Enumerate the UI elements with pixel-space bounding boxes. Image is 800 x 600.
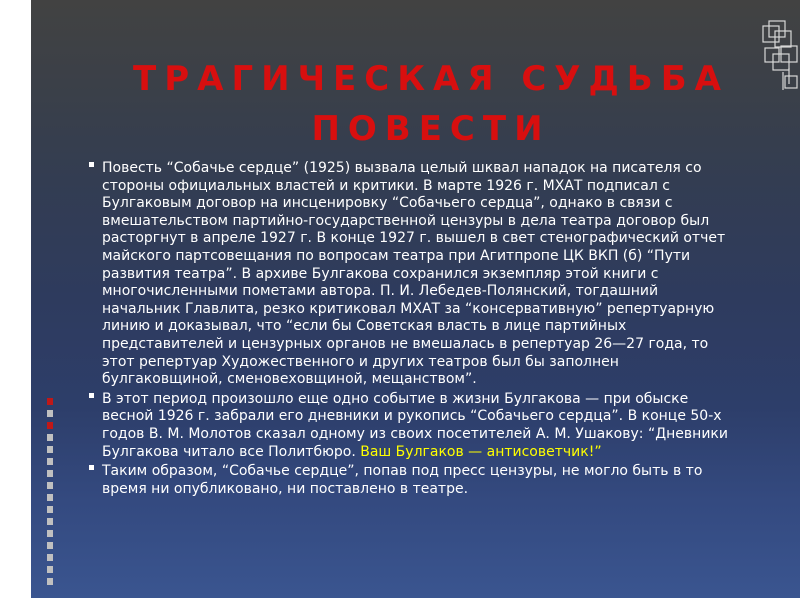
bullet-item xyxy=(89,160,729,389)
bullet-item xyxy=(89,391,729,461)
bar-gray xyxy=(47,410,53,417)
title-line-1: ТРАГИЧЕСКАЯ СУДЬБА xyxy=(133,59,729,99)
bar-gray xyxy=(47,566,53,573)
bar-gray xyxy=(47,578,53,585)
slide xyxy=(31,0,800,598)
bullet-item xyxy=(89,463,729,498)
decorative-bars xyxy=(47,398,55,598)
title-line-2: ПОВЕСТИ xyxy=(311,109,551,149)
bar-red xyxy=(47,422,53,429)
bar-gray xyxy=(47,458,53,465)
bar-gray xyxy=(47,554,53,561)
bullet-icon xyxy=(89,393,94,398)
bullet-icon xyxy=(89,162,94,167)
bullet-text: Повесть “Собачье сердце” (1925) вызвала целый шквал нападок на писателя со стороны официальных властей и критики. В марте 1926 г. МХАТ подписал с Булгаковым договор на инсценировку “Собачьего сердца”, однако в связи с вмешательством партийно-государственной цензуры в дела театра договор был расторгнут в апреле 1927 г. В конце 1927 г. вышел в свет стенографический отчет майского партсовещания по вопросам театра при Агитпропе ЦК ВКП (б) “Пути развития театра”. В архиве Булгакова сохранился экземпляр этой книги с многочисленными пометами автора. П. И. Лебедев-Полянский, тогдашний начальник Главлита, резко критиковал МХАТ за “консервативную” репертуарную линию и доказывал, что “если бы Советская власть в лице партийных представителей и цензурных органов не вмешалась в репертуар 26—27 года, то этот репертуар Художественного и других театров был бы заполнен булгаковщиной, сменовеховщиной, мещанством”. xyxy=(102,160,726,388)
highlighted-quote: Ваш Булгаков — антисоветчик!” xyxy=(360,443,602,460)
bar-gray xyxy=(47,494,53,501)
bullet-text: Таким образом, “Собачье сердце”, попав под пресс цензуры, не могло быть в то время ни опубликовано, ни поставлено в театре. xyxy=(102,463,703,497)
bullet-text: В этот период произошло еще одно событие в жизни Булгакова — при обыске весной 1926 г. забрали его дневники и рукопись “Собачьего сердца”. В конце 50-х годов В. М. Молотов сказал одному из своих посетителей А. М. Ушакову: “Дневники Булгакова читало все Политбюро. xyxy=(102,390,728,460)
bar-gray xyxy=(47,434,53,441)
bar-gray xyxy=(47,530,53,537)
bar-red xyxy=(47,398,53,405)
slide-title xyxy=(131,54,731,154)
bar-gray xyxy=(47,518,53,525)
bullet-icon xyxy=(89,465,94,470)
bar-gray xyxy=(47,506,53,513)
bar-gray xyxy=(47,470,53,477)
decorative-squares-icon xyxy=(759,18,800,98)
bar-gray xyxy=(47,482,53,489)
bar-gray xyxy=(47,542,53,549)
bar-gray xyxy=(47,446,53,453)
slide-content xyxy=(89,160,729,500)
